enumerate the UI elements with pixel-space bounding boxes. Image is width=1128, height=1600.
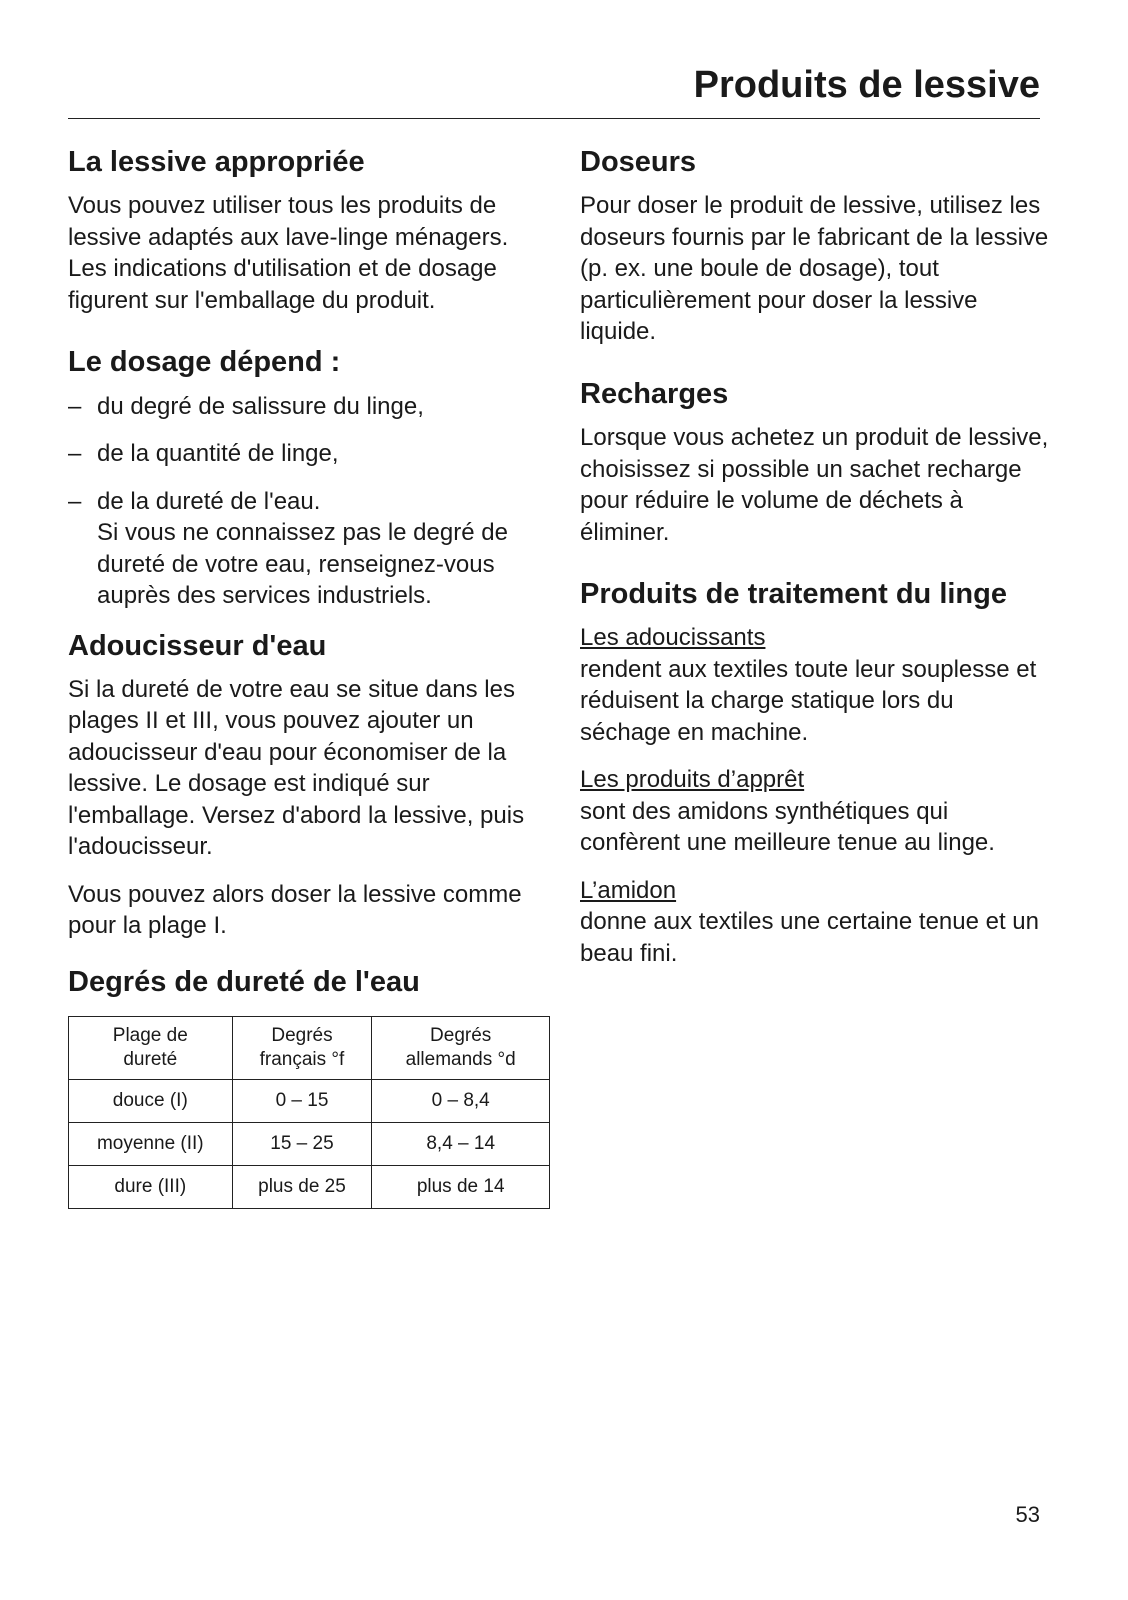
table-header-row <box>69 1017 550 1080</box>
page-number: 53 <box>1015 1502 1040 1527</box>
heading-adoucisseur: Adoucisseur d'eau <box>68 629 327 662</box>
column-header: Degrés français °f <box>232 1017 372 1080</box>
table-cell: dure (III) <box>69 1166 233 1209</box>
dosage-list <box>68 391 548 612</box>
term-appret: Les produits d’apprêt <box>580 766 805 794</box>
page-title: Produits de lessive <box>693 64 1040 106</box>
text-doseurs: Pour doser le produit de lessive, utilisez les doseurs fournis par le fabricant de la lessive (p. ex. une boule de dosage), tout particulièrement pour doser la lessive liquide. <box>580 192 1049 346</box>
list-item: Les adoucissants rendent aux textiles toute leur souplesse et réduisent la charge statique lors du séchage en machine. <box>580 622 1050 748</box>
table-row <box>69 1123 550 1166</box>
section-recharges <box>580 376 1050 548</box>
list-item: Les produits d’apprêt sont des amidons synthétiques qui confèrent une meilleure tenue au linge. <box>580 764 1050 859</box>
section-doseurs <box>580 144 1050 348</box>
heading-traitement: Produits de traitement du linge <box>580 578 1007 610</box>
section-lessive <box>68 144 548 316</box>
column-header: Plage de dureté <box>69 1017 233 1080</box>
table-cell: moyenne (II) <box>69 1123 233 1166</box>
left-column <box>68 144 548 1237</box>
heading-durete: Degrés de dureté de l'eau <box>68 965 420 998</box>
table-cell: 8,4 – 14 <box>372 1123 550 1166</box>
table-row <box>69 1166 550 1209</box>
column-header: Degrés allemands °d <box>372 1017 550 1080</box>
heading-lessive: La lessive appropriée <box>68 146 365 178</box>
table-cell: douce (I) <box>69 1080 233 1123</box>
table-cell: 0 – 8,4 <box>372 1080 550 1123</box>
list-item: – de la quantité de linge, <box>68 438 548 470</box>
list-item: – de la dureté de l'eau. Si vous ne connaissez pas le degré de dureté de votre eau, renseignez-vous auprès des services industriels. <box>68 486 548 612</box>
list-item: L’amidon donne aux textiles une certaine tenue et un beau fini. <box>580 875 1050 970</box>
hardness-table <box>68 1016 550 1209</box>
heading-dosage: Le dosage dépend : <box>68 346 341 379</box>
text-lessive: Vous pouvez utiliser tous les produits de lessive adaptés aux lave-linge ménagers. Les indications d'utilisation et de dosage figurent sur l'emballage du produit. <box>68 192 509 314</box>
table-cell: plus de 25 <box>232 1166 372 1209</box>
table-cell: 0 – 15 <box>232 1080 372 1123</box>
dosage-note: Si vous ne connaissez pas le degré de dureté de votre eau, renseignez-vous auprès des services industriels. <box>97 519 508 609</box>
text-recharges: Lorsque vous achetez un produit de lessive, choisissez si possible un sachet recharge pour réduire le volume de déchets à éliminer. <box>580 424 1049 546</box>
section-durete <box>68 964 548 1209</box>
section-dosage <box>68 344 548 611</box>
list-item: – du degré de salissure du linge, <box>68 391 548 423</box>
heading-doseurs: Doseurs <box>580 146 697 178</box>
table-row <box>69 1080 550 1123</box>
term-adoucissants: Les adoucissants <box>580 624 766 652</box>
right-column <box>580 144 1050 997</box>
table-cell: plus de 14 <box>372 1166 550 1209</box>
table-cell: 15 – 25 <box>232 1123 372 1166</box>
section-adoucisseur <box>68 628 548 942</box>
text-adoucisseur-2: Vous pouvez alors doser la lessive comme pour la plage I. <box>68 880 522 940</box>
section-traitement <box>580 576 1050 969</box>
term-amidon: L’amidon <box>580 876 677 904</box>
header-rule <box>68 118 1040 119</box>
heading-recharges: Recharges <box>580 377 729 410</box>
text-adoucisseur-1: Si la dureté de votre eau se situe dans les plages II et III, vous pouvez ajouter un adoucisseur d'eau pour économiser de la lessive. Le dosage est indiqué sur l'emballage. Versez d'abord la lessive, puis l'adoucisseur. <box>68 675 525 861</box>
